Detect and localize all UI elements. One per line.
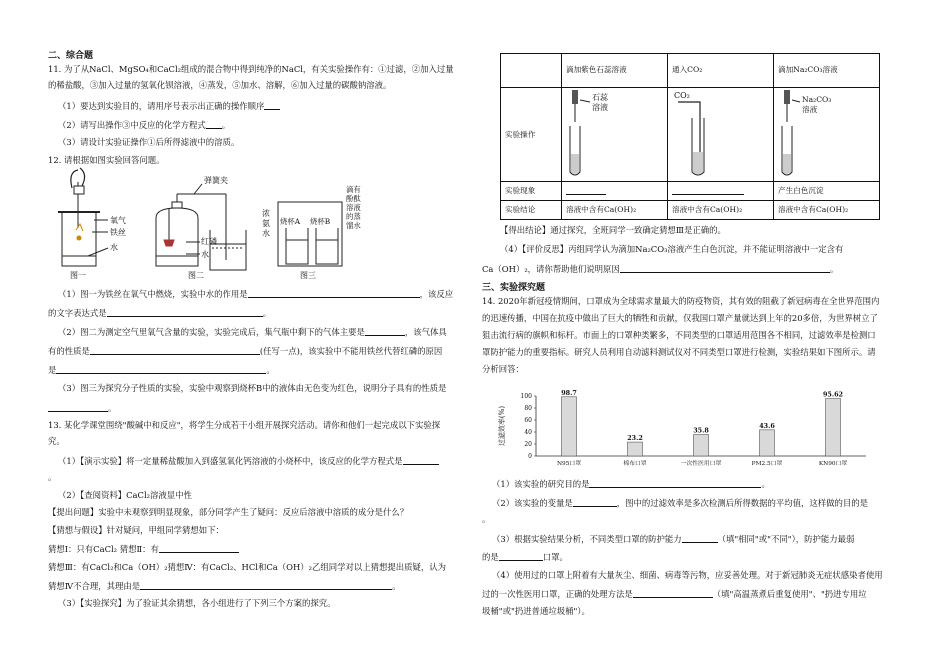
q11-sub2: （2）请写出操作③中反应的化学方程式 。	[58, 120, 231, 130]
filtration-efficiency-chart	[496, 390, 876, 470]
test-tube-gas-icon	[672, 88, 762, 178]
q13-intro2: 究。	[48, 436, 65, 446]
q14-line4: 罩防护能力的重要指标。研究人员利用自动滤料测试仪对不同类型口罩进行检测，实验结果如下图所示。请	[482, 347, 876, 357]
table-header-cell	[501, 54, 562, 88]
q14-sub2-end: 。	[482, 514, 491, 524]
svg-text:溶液: 溶液	[592, 103, 608, 112]
q14-line1: 14. 2020年新冠疫情期间，口罩成为全球需求量最大的防疫物资，其有效的阻截了新冠病毒在全世界范围内	[482, 296, 880, 306]
table-cell-blank	[668, 182, 774, 201]
svg-text:石蕊: 石蕊	[592, 93, 608, 102]
q13-sub1: （1）【演示实验】将一定量稀盐酸加入到盛氢氧化钙溶液的小烧杯中，该反应的化学方程式是	[58, 455, 439, 467]
q14-sub3: （3）根据实验结果分析，不同类型口罩的防护能力 （填"相同"或"不同"），防护能力最弱	[492, 534, 855, 544]
table-cell-blank	[562, 182, 668, 201]
q14-sub3b: 的是 口罩。	[482, 552, 568, 562]
bar-value-label: 23.2	[627, 434, 643, 443]
q12-intro: 12. 请根据如图实验回答问题。	[48, 155, 165, 165]
bar	[694, 435, 709, 456]
svg-text:CO₂: CO₂	[674, 91, 690, 100]
q13-sub1-end: 。	[48, 472, 57, 482]
q14-sub4c: 圾桶"或"扔进普通垃圾桶"）。	[482, 606, 590, 616]
q14-sub4b: 过的一次性医用口罩，正确的处理方法是 （填"高温蒸煮后重复使用"、"扔进专用垃	[482, 589, 867, 599]
bar	[562, 397, 577, 456]
table-row-conclusion	[501, 201, 880, 220]
q14-sub4a: （4）使用过的口罩上附着有大量灰尘、细菌、病毒等污物，应妥善处理。对于新冠肺炎无症状感染者使用	[492, 570, 883, 580]
bar-value-label: 35.8	[693, 426, 709, 435]
fig1-oxygen-label: 氧气	[110, 216, 126, 225]
q13-guess3: 猜想Ⅲ：有CaCl₂和Ca（OH）₂猜想Ⅳ：有CaCl₂、HCl和Ca（OH）₂乙组同学对以上猜想提出质疑，认为	[48, 562, 447, 572]
q13-sub3: （3）【实验探究】为了验证其余猜想，各小组进行了下列三个方案的探究。	[58, 598, 336, 608]
table-header-cell: 滴加紫色石蕊溶液	[562, 54, 668, 88]
q13-guess1: 猜想Ⅰ：只有CaCl₂ 猜想Ⅱ：有	[48, 543, 239, 555]
table-cell: 溶液中含有Ca(OH)₂	[774, 201, 880, 220]
table-cell: 溶液中含有Ca(OH)₂	[668, 201, 774, 220]
bar-value-label: 95.62	[822, 390, 844, 399]
q11-line2: 的稀盐酸，③加入过量的氢氧化钡溶液，④蒸发，⑤加水、溶解，⑥加入过量的碳酸钠溶液。	[48, 80, 392, 90]
fig3-ammonia-label: 浓氨水	[262, 209, 270, 238]
test-tube-dropper-icon	[778, 88, 868, 178]
svg-text:溶液: 溶液	[802, 105, 818, 114]
q14-line5: 分析回答：	[482, 364, 524, 374]
table-row-label: 实验操作	[501, 88, 562, 182]
bar-value-label: 98.7	[561, 388, 577, 397]
x-tick-label: PM2.5口罩	[751, 461, 783, 467]
q14-sub2: （2）该实验的变量是 ，图中的过滤效率是多次检测后所得数据的平均值，这样做的目的是	[492, 498, 868, 508]
fig3-beaker-a-label: 烧杯A	[280, 217, 301, 226]
y-tick-label: 100	[520, 393, 532, 400]
svg-text:Na₂CO₃: Na₂CO₃	[802, 95, 832, 104]
section-heading-3: 三、实验探究题	[482, 283, 546, 293]
reflection-line1: （4）【评价反思】丙组同学认为滴加Na₂CO₃溶液产生白色沉淀，并不能证明溶液中一定含有	[500, 244, 844, 254]
q12-sub1a: （1）图一为铁丝在氧气中燃烧，实验中水的作用是 ，该反应	[58, 289, 454, 299]
section-heading-2: 二、综合题	[48, 51, 94, 61]
fig3-drops-label: 滴有酚酞溶液的蒸馏水	[346, 185, 361, 230]
reflection-line2: Ca（OH）₂，请你帮助他们说明原因 。	[482, 264, 839, 274]
q14-line3: 狙击流行病的旗帜和标杆。市面上的口罩种类繁多，不同类型的口罩适用范围各不相同，过滤效率是检测口	[482, 330, 876, 340]
table-row-phenomenon	[501, 182, 880, 201]
x-tick-label: N95口罩	[556, 461, 582, 467]
q12-figures	[48, 168, 361, 280]
fig1-caption: 图一	[70, 271, 86, 280]
fig2-clamp-label: 弹簧夹	[204, 176, 228, 185]
fig2-phosphorus-label: 红磷	[201, 237, 217, 246]
q11-line1: 11. 为了从NaCl、MgSO₄和CaCl₂组成的混合物中得到纯净的NaCl，有关实验操作有：①过滤，②加入过量	[48, 64, 454, 74]
q12-sub2c: 是 。	[48, 365, 275, 375]
q13-hypothesis: 【猜想与假设】针对疑问，甲组同学猜想如下：	[48, 525, 224, 535]
q14-sub1: （1）该实验的研究目的是 。	[492, 479, 770, 489]
conclusion-line: 【得出结论】通过探究，全班同学一致确定猜想Ⅲ是正确的。	[500, 225, 726, 235]
figure-3-molecule	[278, 202, 342, 266]
q12-sub2a: （2）图二为测定空气里氧气含量的实验，实验完成后，集气瓶中剩下的气体主要是 ，该气体具	[58, 327, 447, 337]
y-tick-label: 80	[524, 405, 532, 412]
bar	[760, 430, 775, 456]
fig3-caption: 图三	[300, 271, 316, 280]
q12-sub2b: 有的性质是 (任写一点)，该实验中不能用铁丝代替红磷的原因	[48, 346, 443, 356]
table-cell-co2	[668, 88, 774, 182]
table-row-operation	[501, 88, 880, 182]
figure-1-iron-combustion	[58, 168, 108, 266]
table-row-label: 实验现象	[501, 182, 562, 201]
bar	[628, 442, 643, 456]
test-tube-dropper-icon	[566, 88, 656, 178]
q11-sub3: （3）请设计实验证操作①后所得滤液中的溶质。	[58, 137, 240, 147]
table-cell-litmus	[562, 88, 668, 182]
q13-intro1: 13. 某化学课堂围绕"酸碱中和反应"，将学生分成若干小组开展探究活动。请你和他们一起完成以下实验探	[48, 420, 441, 430]
q12-sub3-blank: 。	[48, 402, 116, 414]
y-tick-label: 40	[524, 429, 532, 436]
x-tick-label: 棉布口罩	[623, 461, 647, 467]
q12-sub3: （3）图三为探究分子性质的实验，实验中观察到烧杯B中的液体由无色变为红色，说明分子具有的性质是	[58, 383, 447, 393]
fig1-wire-label: 铁丝	[110, 228, 126, 237]
bar	[826, 399, 841, 456]
x-tick-label: KN90口罩	[818, 461, 848, 467]
fig1-water-label: 水	[110, 243, 118, 252]
q13-question: 【提出问题】实验中未观察到明显现象，部分同学产生了疑问：反应后溶液中溶质的成分是什么？	[48, 507, 409, 517]
x-tick-label: 一次性医用口罩	[680, 461, 722, 467]
table-cell: 溶液中含有Ca(OH)₂	[562, 201, 668, 220]
q13-guess4: 猜想Ⅳ不合理，其理由是 。	[48, 581, 401, 591]
y-tick-label: 0	[528, 453, 532, 460]
fig2-water-label: 水	[201, 250, 209, 259]
q13-sub2: （2）【查阅资料】CaCl₂溶液显中性	[58, 490, 192, 500]
y-axis-label: 过滤效率(%)	[498, 405, 506, 447]
q14-line2: 的迅速传播，中国在抗疫中做出了巨大的牺牲和贡献，仅我国口罩产量就达到上年的20多倍，为世界树立了	[482, 313, 878, 323]
fig2-caption: 图二	[188, 271, 204, 280]
q11-sub1: （1）要达到实验目的，请用序号表示出正确的操作顺序	[58, 100, 280, 112]
table-header-cell: 滴加Na₂CO₃溶液	[774, 54, 880, 88]
table-cell: 产生白色沉淀	[774, 182, 880, 201]
table-cell-na2co3	[774, 88, 880, 182]
table-header-row	[501, 54, 880, 88]
table-header-cell: 通入CO₂	[668, 54, 774, 88]
q12-sub1b: 的文字表达式是 。	[48, 308, 271, 318]
y-tick-label: 20	[524, 441, 532, 448]
table-row-label: 实验结论	[501, 201, 562, 220]
bar-value-label: 43.6	[759, 421, 775, 430]
experiment-table	[500, 53, 880, 220]
y-tick-label: 60	[524, 417, 532, 424]
fig3-beaker-b-label: 烧杯B	[310, 217, 331, 226]
